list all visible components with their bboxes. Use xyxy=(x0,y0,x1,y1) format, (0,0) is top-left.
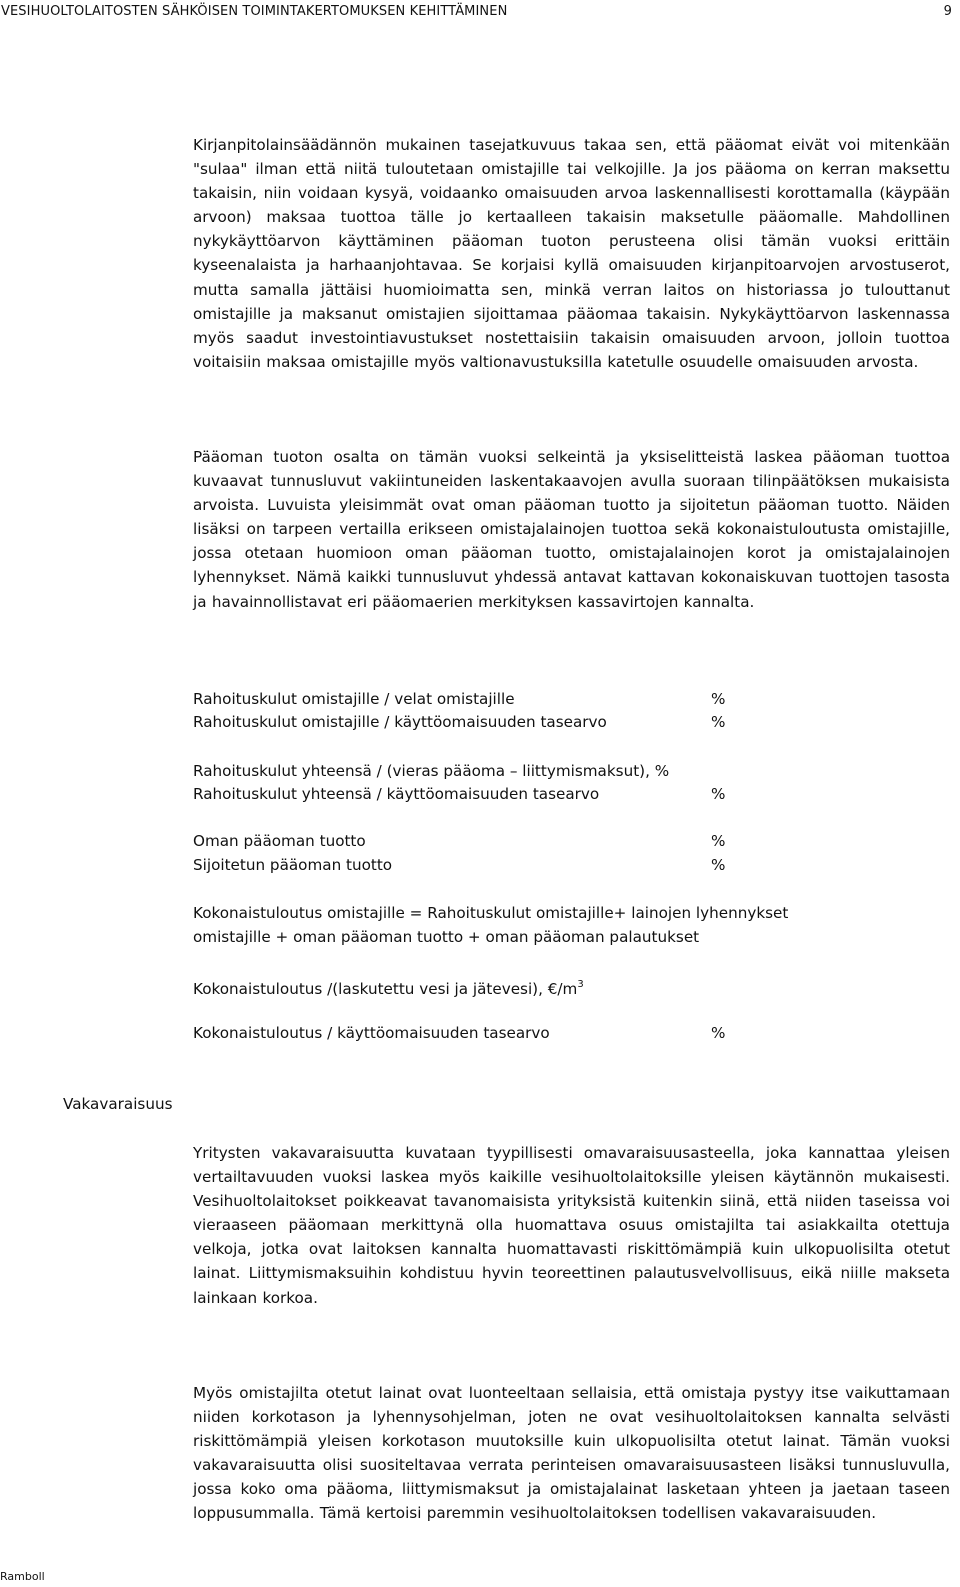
formula-label: Rahoituskulut yhteensä / käyttöomaisuuden tasearvo xyxy=(193,785,600,803)
formula-row xyxy=(193,925,699,949)
section-heading-vakavaraisuus: Vakavaraisuus xyxy=(63,1095,173,1113)
header-title: VESIHUOLTOLAITOSTEN SÄHKÖISEN TOIMINTAKERTOMUKSEN KEHITTÄMINEN xyxy=(1,4,508,19)
formula-label: Kokonaistuloutus / käyttöomaisuuden tasearvo xyxy=(193,1024,550,1042)
formula-row xyxy=(193,1021,726,1045)
body-paragraph: Myös omistajilta otetut lainat ovat luonteeltaan sellaisia, että omistaja pystyy itse vaikuttamaan niiden korkotason ja lyhennysohjelman, joten ne ovat vesihuoltolaitoksen kannalta selvästi riskittömämpiä yleisen korkotason muutoksille kuin ulkopuolisilta otetut lainat. Tämän vuoksi vakavaraisuutta olisi suositeltavaa verrata perinteisen omavaraisuusasteen lisäksi tunnusluvulla, jossa koko oma pääoma, liittymismaksut ja omistajalainat lasketaan yhteen ja jaetaan taseen loppusummalla. Tämä kertoisi paremmin vesihuoltolaitoksen todellisen vakavaraisuuden. xyxy=(193,1384,950,1523)
formula-unit: % xyxy=(711,785,726,803)
formula-label: omistajille + oman pääoman tuotto + oman pääoman palautukset xyxy=(193,928,700,946)
body-paragraph: Yritysten vakavaraisuutta kuvataan tyypillisesti omavaraisuusasteella, joka kannattaa yleisen vertailtavuuden vuoksi laskea myös kaikille vesihuoltolaitoksille yleisen käytännön mukaisesti. Vesihuoltolaitokset poikkeavat tavanomaisista yrityksistä kuitenkin siinä, että niiden taseissa voi vieraaseen pääomaan merkittynä olla huomattava osuus omistajilta tai asiakkailta otettuja velkoja, jotka ovat laitoksen kannalta huomattavasti riskittömämpiä kuin ulkopuolisilta otetut lainat. Liittymismaksuihin kohdistuu hyvin teoreettinen palautusvelvollisuus, eikä niille makseta lainkaan korkoa. xyxy=(193,1144,950,1307)
formula-row xyxy=(193,687,726,711)
formula-label: Kokonaistuloutus /(laskutettu vesi ja jätevesi), €/m xyxy=(193,980,578,998)
formula-label: Rahoituskulut omistajille / velat omistajille xyxy=(193,690,515,708)
formula-row xyxy=(193,782,726,806)
formula-row xyxy=(193,829,726,853)
formula-label: Sijoitetun pääoman tuotto xyxy=(193,856,393,874)
footer-brand: Ramboll xyxy=(0,1570,45,1583)
superscript-exponent: 3 xyxy=(577,979,584,990)
body-paragraph: Pääoman tuoton osalta on tämän vuoksi selkeintä ja yksiselitteistä laskea pääoman tuottoa kuvaavat tunnusluvut vakiintuneiden laskentakaavojen avulla suoraan tilinpäätöksen mukaisista arvoista. Luvuista yleisimmät ovat oman pääoman tuotto ja sijoitetun pääoman tuotto. Näiden lisäksi on tarpeen vertailla erikseen omistajalainojen tuottoa sekä kokonaistuloutusta omistajille, jossa otetaan huomioon oman pääoman tuotto, omistajalainojen korot ja omistajalainojen lyhennykset. Nämä kaikki tunnusluvut yhdessä antavat kattavan kokonaiskuvan tuottojen tasosta ja havainnollistavat eri pääomaerien merkityksen kassavirtojen kannalta. xyxy=(193,448,950,611)
formula-row xyxy=(193,853,726,877)
formula-row xyxy=(193,710,726,734)
formula-unit: % xyxy=(711,690,726,708)
formula-row xyxy=(193,901,788,925)
paragraph-2 xyxy=(193,445,950,614)
page-number: 9 xyxy=(943,4,952,19)
formula-unit: % xyxy=(711,1024,726,1042)
formula-row xyxy=(193,759,669,783)
section-paragraph-1 xyxy=(193,1141,950,1310)
formula-unit: % xyxy=(711,856,726,874)
formula-row xyxy=(193,973,584,997)
body-paragraph: Kirjanpitolainsäädännön mukainen tasejatkuvuus takaa sen, että pääomat eivät voi mitenkään "sulaa" ilman että niitä tuloutetaan omistajille tai velkojille. Ja jos pääoma on kerran maksettu takaisin, niin voidaan kysyä, voidaanko omaisuuden arvoa laskennallisesti korottamalla (käypään arvoon) maksaa tuottoa tälle jo kertaalleen takaisin maksetulle pääomalle. Mahdollinen nykykäyttöarvon käyttäminen pääoman tuoton perusteena olisi tämän vuoksi erittäin kyseenalaista ja harhaanjohtavaa. Se korjaisi kyllä omaisuuden kirjanpitoarvojen arvostuserot, mutta samalla jättäisi huomioimatta sen, minkä verran laitos on historiassa jo tulouttanut omistajille ja maksanut omistajien sijoittamaa pääomaa takaisin. Nykykäyttöarvon laskennassa myös saadut investointiavustukset nostettaisiin takaisin omaisuuden arvoon, jolloin tuottoa voitaisiin maksaa omistajille myös valtionavustuksilla katetulle osuudelle omaisuuden arvosta. xyxy=(193,136,950,371)
paragraph-1 xyxy=(193,133,950,374)
formula-unit: % xyxy=(711,713,726,731)
formula-label: Oman pääoman tuotto xyxy=(193,832,366,850)
formula-label: Kokonaistuloutus omistajille = Rahoituskulut omistajille+ lainojen lyhennykset xyxy=(193,904,789,922)
page-header xyxy=(1,4,952,19)
formula-label: Rahoituskulut omistajille / käyttöomaisuuden tasearvo xyxy=(193,713,607,731)
formula-unit: % xyxy=(711,832,726,850)
formula-label: Rahoituskulut yhteensä / (vieras pääoma – liittymismaksut), % xyxy=(193,762,670,780)
section-paragraph-2 xyxy=(193,1381,950,1526)
